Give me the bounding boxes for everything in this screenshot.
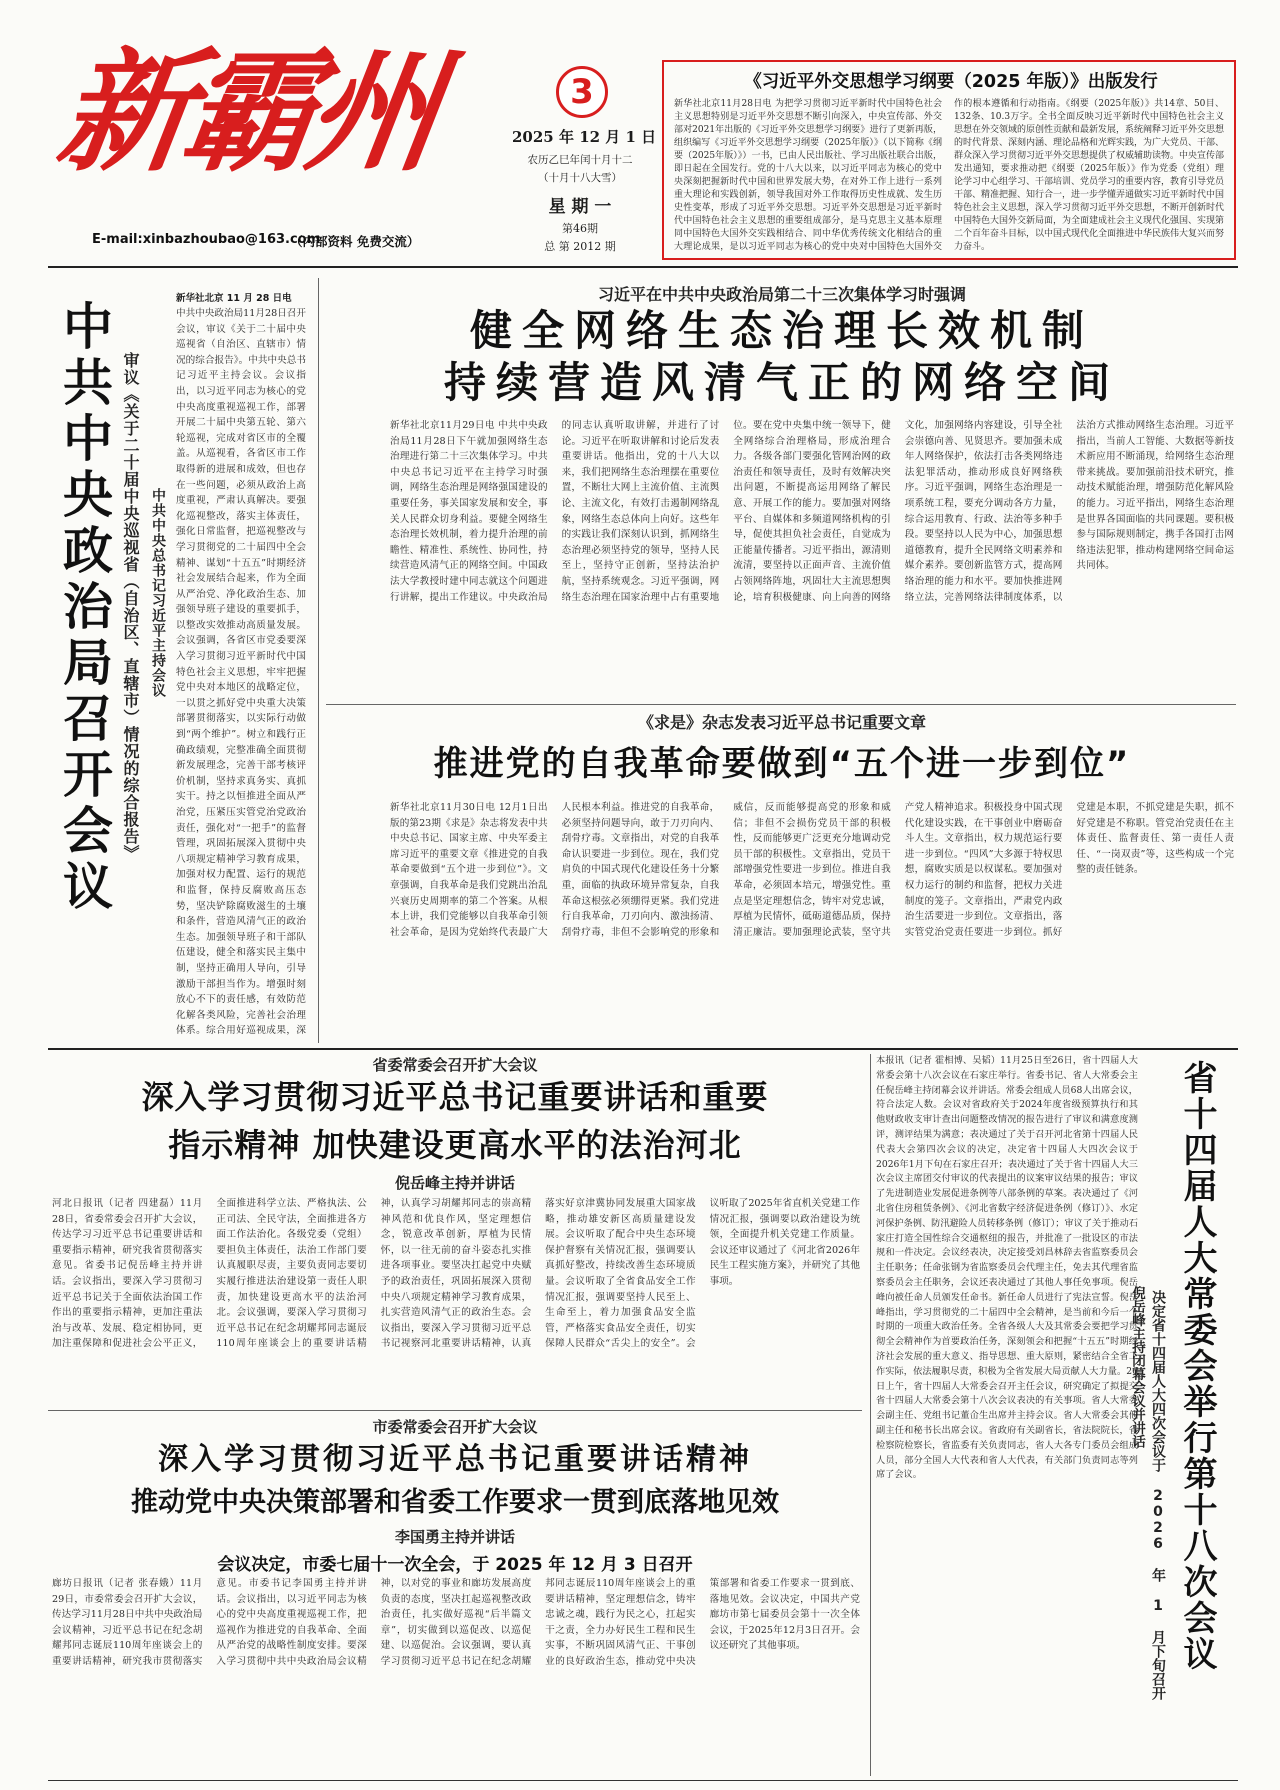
study-body: 新华社北京11月29日电 中共中央政治局11月28日下午就加强网络生态治理进行第二十三次集体学习。中共中央总书记习近平在主持学习时强调，网络生态治理是网络强国建设的重要任务，事关国家发展和安全，事关人民群众切身利益。要健全网络生态治理长效机制，着力提升治理的前瞻性、精准性、系统性、协同性，持续营造风清气正的网络空间。中国政法大学教授时建中同志就这个问题进行讲解，提出工作建议。中央政治局的同志认真听取讲解，并进行了讨论。习近平在听取讲解和讨论后发表重要讲话。他指出，党的十八大以来，我们把网络生态治理摆在重要位置，不断壮大网上主流价值、主流舆论、主流文化，有效打击遏制网络乱象，网络生态总体向上向好。这些年的实践让我们深刻认识到，抓网络生态治理必须坚持党的领导，坚持人民至上，坚持守正创新，坚持法治护航，坚持系统观念。习近平强调，网络生态治理在国家治理中占有重要地位。要在党中央集中统一领导下，健全网络综合治理格局，形成治理合力。各级各部门要强化管网治网的政治责任和领导责任，及时有效解决突出问题，不断提高运用网络了解民意、开展工作的能力。要加强对网络平台、自媒体和多频道网络机构的引导，促使其担负社会责任，自觉成为正能量传播者。习近平指出，源清则流清，要坚持以正面声音、主流价值占领网络阵地，巩固壮大主流思想舆论，培育积极健康、向上向善的网络文化，加强网络内容建设，引导全社会崇德向善、见贤思齐。要加强未成年人网络保护，依法打击各类网络违法犯罪活动，推动形成良好网络秩序。习近平强调，网络生态治理是一项系统工程，要充分调动各方力量，综合运用教育、行政、法治等多种手段。要坚持以人民为中心，加强思想道德教育，提升全民网络文明素养和媒介素养。要创新监管方式，提高网络治理的能力和水平。要加快推进网络立法，完善网络法律制度体系，以法治方式推动网络生态治理。习近平指出，当前人工智能、大数据等新技术新应用不断涌现，给网络生态治理带来挑战。要加强前沿技术研究，推动技术赋能治理，增强防范化解风险的能力。习近平指出，网络生态治理是世界各国面临的共同课题。要积极参与国际规则制定，携手各国打击网络违法犯罪，推动构建网络空间命运共同体。 [390,420,1234,603]
page-badge-number: 3 [570,72,594,112]
issue-number: 第46期 [562,222,598,235]
qiushi-kicker: 《求是》杂志发表习近平总书记重要文章 [637,713,926,732]
page-badge [556,66,608,118]
study-rule [326,704,1236,705]
right-column-divider [870,1054,871,1776]
weekday: 星 期 一 [548,197,612,217]
left-subhead-report: 审议《关于二十届中央巡视省（自治区、直辖市）情况的综合报告》 [121,352,140,862]
masthead-logo [49,28,480,228]
email: E-mail:xinbazhoubao@163.com [92,232,321,247]
qiushi-body: 新华社北京11月30日电 12月1日出版的第23期《求是》杂志将发表中共中央总书记、国家主席、中央军委主席习近平的重要文章《推进党的自我革命要做到“五个进一步到位”》。文章强调，自我革命是我们党跳出治乱兴衰历史周期率的第二个答案。从根本上讲，我们党能够以自我革命引领社会革命，是因为党始终代表最广大人民根本利益。推进党的自我革命，必须坚持问题导向，敢于刀刃向内、刮骨疗毒。文章指出，对党的自我革命认识要进一步到位。现在，我们党肩负的中国式现代化建设任务十分繁重，面临的执政环境异常复杂，自我革命这根弦必须绷得更紧。我们党进行自我革命，刀刃向内、激浊扬清、刮骨疗毒，非但不会影响党的形象和威信，反而能够提高党的形象和威信；非但不会损伤党员干部的积极性，反而能够更广泛更充分地调动党员干部的积极性。文章指出，党员干部增强党性要进一步到位。推进自我革命，必须固本培元，增强党性。重点是坚定理想信念，铸牢对党忠诚，厚植为民情怀，砥砺道德品质，保持清正廉洁。要加强理论武装，坚守共产党人精神追求。积极投身中国式现代化建设实践，在干事创业中磨砺奋斗人生。文章指出，权力规范运行要进一步到位。“四风”大多源于特权思想，腐败实质是以权谋私。要加强对权力运行的制约和监督，把权力关进制度的笼子。文章指出，严肃党内政治生活要进一步到位。文章指出，落实管党治党责任要进一步到位。抓好党建是本职，不抓党建是失职，抓不好党建是不称职。管党治党责任在主体责任、监督责任、第一责任人责任、“一岗双责”等，这些构成一个完整的责任链条。 [390,802,1234,938]
logo-text: 新霸州 [49,35,443,190]
city-kicker: 市委常委会召开扩大会议 [372,1418,538,1436]
top-box-col1: 新华社北京11月28日电 为把学习贯彻习近平新时代中国特色社会主义思想特别是习近平外交思想不断引向深入，中央宣传部、外交部对2021年出版的《习近平外交思想学习纲要》进行了更新再版，组织编写《习近平外交思想学习纲要（2025年版）》（以下简称《纲要（2025年版）》）一书，已由人民出版社、学习出版社联合出版，即日起在全国发行。党的十八大以来，以习近平同志为核心的党中央深刻把握新时代中国和世界发展大势，在对外工作上进行一系列重大理论和实践创新，领导我国对外工作取得历史性成就、发生历史性变革，形成了习近平外交思想。习近平外交思想是习近平新时代中国特色社会主义思想的重要组成部分，是马克思主义基本原理同中国特色大国外交实践相结合、同中华优秀传统文化相结合的重大理论成果，是以习近平同志为核心的党中央对中国特色大国外交 [674,99,942,252]
solar-term: （十月十八大雪） [538,172,622,184]
mid-page-rule [48,1048,1238,1050]
npc-headline: 省十四届人大常委会举行第十八次会议 [1177,1060,1217,1672]
left-subhead-chair: 中共中央总书记习近平主持会议 [150,488,166,698]
province-chair: 倪岳峰主持并讲话 [394,1174,515,1192]
city-headline-2: 推动党中央决策部署和省委工作要求一贯到底落地见效 [131,1487,779,1518]
left-headline-block [52,300,116,1030]
top-box-title: 《习近平外交思想学习纲要（2025 年版）》出版发行 [744,72,1158,92]
left-column-divider [318,278,319,1043]
study-headline-1: 健全网络生态治理长效机制 [469,306,1094,355]
left-headline: 中共中央政治局召开会议 [55,300,113,916]
city-chair: 李国勇主持并讲话 [394,1528,515,1546]
npc-subhead-chair: 倪岳峰主持闭幕会议并讲话 [1129,1286,1145,1448]
total-issue: 总 第 2012 期 [544,240,616,253]
bottom-rule [48,1780,1238,1781]
left-body: 中共中央政治局11月28日召开会议，审议《关于二十届中央巡视省（自治区、直辖市）情况的综合报告》。中共中央总书记习近平主持会议。会议指出，以习近平同志为核心的党中央高度重视巡视工作，部署开展二十届中央第五轮、第六轮巡视，完成对省区市的全覆盖。从巡视看，各省区市工作取得新的进展和成效，但也存在一些问题，必须从政治上高度重视，严肃认真解决。要强化巡视整改，落实主体责任，强化日常监督，把巡视整改与学习贯彻党的二十届四中全会精神、谋划“十五五”时期经济社会发展结合起来，作为全面从严治党、净化政治生态、加强领导班子建设的重要抓手，以整改实效推动高质量发展。会议强调，各省区市党委要深入学习贯彻习近平新时代中国特色社会主义思想，牢牢把握党中央对本地区的战略定位，一以贯之抓好党中央重大决策部署贯彻落实，以实际行动做到“两个维护”。树立和践行正确政绩观，完整准确全面贯彻新发展理念，完善干部考核评价机制，坚持求真务实、真抓实干。持之以恒推进全面从严治党，压紧压实管党治党政治责任，强化对“一把手”的监督管理，巩固拓展深入贯彻中央八项规定精神学习教育成果，加强对权力配置、运行的规范和监督，保持反腐败高压态势，坚决铲除腐败滋生的土壤和条件，营造风清气正的政治生态。加强领导班子和干部队伍建设，健全和落实民主集中制，坚持正确用人导向，引导激励干部担当作为。增强时刻放心不下的责任感，有效防范化解各类风险，完善社会治理体系。综合用好巡视成果，深 [176,308,306,1037]
issue-info-box [512,64,657,262]
issue-date: 2025 年 12 月 1 日 [512,128,657,146]
study-headline-2: 持续营造风清气正的网络空间 [443,358,1120,407]
study-kicker: 习近平在中共中央政治局第二十三次集体学习时强调 [597,285,966,304]
masthead-rule [48,266,1238,268]
left-dateline: 新华社北京 11 月 28 日电 [176,293,292,304]
province-headline-2: 指示精神 加快建设更高水平的法治河北 [168,1126,742,1164]
internal-note: （内部资料 免费交流） [290,234,420,249]
top-news-box [662,60,1236,260]
city-decision: 会议决定，市委七届十一次全会，于 2025 年 12 月 3 日召开 [217,1555,693,1575]
city-headline-1: 深入学习贯彻习近平总书记重要讲话精神 [158,1442,752,1477]
npc-subhead-decision: 决定省十四届人大四次会议于 2026 年 1 月下旬召开 [1150,1290,1166,1700]
top-box-col2: 作的根本遵循和行动指南。《纲要（2025年版）》共14章、50目、132条、10.3万字。全书全面反映习近平新时代中国特色社会主义思想在外交领域的原创性贡献和最新发展，系统阐释习近平外交思想的时代背景、深刻内涵、理论品格和光辉实践，为广大党员、干部、群众深入学习贯彻习近平外交思想提供了权威辅助读物。中央宣传部发出通知，要求推动把《纲要（2025年版）》作为党委（党组）理论学习中心组学习、干部培训、党员学习的重要内容，教育引导党员干部、精准把握、知行合一，进一步学懂弄通做实习近平新时代中国特色社会主义思想，深入学习贯彻习近平外交思想，不断开创新时代中国特色大国外交新局面，为全面建成社会主义现代化强国、实现第二个百年奋斗目标，以中国式现代化全面推进中华民族伟大复兴而努力奋斗。 [954,99,1224,252]
province-rule [48,1410,862,1411]
lunar-date: 农历乙巳年闰十月十二 [527,154,633,166]
province-headline-1: 深入学习贯彻习近平总书记重要讲话和重要 [141,1078,769,1116]
province-body: 河北日报讯（记者 四建磊）11月28日，省委常委会召开扩大会议，传达学习习近平总书记重要讲话和重要指示精神，研究我省贯彻落实意见。省委书记倪岳峰主持并讲话。会议指出，要深入学习贯彻习近平总书记关于全面依法治国工作作出的重要指示精神，更加注重法治与改革、发展、稳定相协同，更加注重保障和促进社会公平正义，全面推进科学立法、严格执法、公正司法、全民守法，全面推进各方面工作法治化。各级党委（党组）要担负主体责任，法治工作部门要认真履职尽责，主要负责同志要切实履行推进法治建设第一责任人职责，加快建设更高水平的法治河北。会议强调，要深入学习贯彻习近平总书记在纪念胡耀邦同志诞辰110周年座谈会上的重要讲话精神，认真学习胡耀邦同志的崇高精神风范和优良作风，坚定理想信念，锐意改革创新，厚植为民情怀，以一往无前的奋斗姿态扎实推进各项事业。要坚决扛起党中央赋予的政治责任，巩固拓展深入贯彻中央八项规定精神学习教育成果，扎实营造风清气正的政治生态。会议指出，要深入学习贯彻习近平总书记视察河北重要讲话精神，认真落实好京津冀协同发展重大国家战略，推动雄安新区高质量建设发展。会议听取了配合中央生态环境保护督察有关情况汇报，强调要认真抓好整改，持续改善生态环境质量。会议听取了全省食品安全工作情况汇报，强调要坚持人民至上、生命至上，着力加强食品安全监管，严格落实食品安全责任，切实保障人民群众“舌尖上的安全”。会议听取了2025年省直机关党建工作情况汇报，强调要以政治建设为统领，全面提升机关党建工作质量。会议还审议通过了《河北省2026年民生工程实施方案》，并研究了其他事项。 [52,1198,860,1350]
city-body: 廊坊日报讯（记者 张春娥）11月29日，市委常委会召开扩大会议，传达学习11月28日中共中央政治局会议精神，习近平总书记在纪念胡耀邦同志诞辰110周年座谈会上的重要讲话精神，研究我市贯彻落实意见。市委书记李国勇主持并讲话。会议指出，以习近平同志为核心的党中央高度重视巡视工作，把巡视作为推进党的自我革命、全面从严治党的战略性制度安排。要深入学习贯彻中共中央政治局会议精神，以对党的事业和廊坊发展高度负责的态度，坚决扛起巡视整改政治责任，扎实做好巡视“后半篇文章”，切实做到以巡促改、以巡促建、以巡促治。会议强调，要认真学习贯彻习近平总书记在纪念胡耀邦同志诞辰110周年座谈会上的重要讲话精神，坚定理想信念，铸牢忠诚之魂，践行为民之心，扛起实干之责，全力办好民生工程和民生实事，不断巩固风清气正、干事创业的良好政治生态，推动党中央决策部署和省委工作要求一贯到底、落地见效。会议决定，中国共产党廊坊市第七届委员会第十一次全体会议，于2025年12月3日召开。会议还研究了其他事项。 [52,1578,860,1667]
qiushi-headline: 推进党的自我革命要做到“五个进一步到位” [433,744,1131,784]
province-kicker: 省委常委会召开扩大会议 [372,1056,538,1074]
npc-body: 本报讯（记者 霍相博、吴韬）11月25日至26日，省十四届人大常委会第十八次会议在石家庄举行。省委书记、省人大常委会主任倪岳峰主持闭幕会议并讲话。常委会组成人员68人出席会议，符合法定人数。会议对省政府关于2024年度省级预算执行和其他财政收支审计查出问题整改情况的报告进行了审议和满意度测评，测评结果为满意；表决通过了关于召开河北省第十四届人民代表大会第四次会议的决定，决定省十四届人大四次会议于2026年1月下旬在石家庄召开；表决通过了关于省十四届人大三次会议主席团交付审议的代表提出的议案审议结果的报告；审议了先进制造业发展促进条例等八部条例的草案。表决通过了《河北省住房租赁条例》、《河北省数字经济促进条例（修订）》、水定河保护条例、防汛避险人员转移条例（修订）；审议了关于推动石家庄打造全国性综合交通枢纽的报告，并批准了一批设区的市法规和一件决定。会议经表决，决定接受刘昌林辞去省监察委员会主任职务；任命张钢为省监察委员会代理主任，免去其代理省监察委员会主任职务，会议还表决通过了其他人事任免事项。倪岳峰向被任命人员颁发任命书。新任命人员进行了宪法宣誓。倪岳峰指出，学习贯彻党的二十届四中全会精神，是当前和今后一个时期的一项重大政治任务。全省各级人大及其常委会要把学习贯彻全会精神作为首要政治任务，深刻领会和把握“十五五”时期经济社会发展的重大意义、指导思想、重大原则，紧密结合全省工作实际，依法履职尽责，积极为全省发展大局贡献人大力量。26日上午，省十四届人大常委会召开主任会议，研究确定了拟提交省十四届人大常委会第十八次会议表决的有关事项。省人大常委会副主任、党组书记董仚生出席并主持会议。省人大常委会其他副主任和秘书长出席会议。省政府有关副省长，省法院院长，省检察院检察长，省监委有关负责同志，省人大各专门委员会组成人员，部分全国人大代表和省人大代表，有关部门负责同志等列席了会议。 [876,1055,1138,1481]
